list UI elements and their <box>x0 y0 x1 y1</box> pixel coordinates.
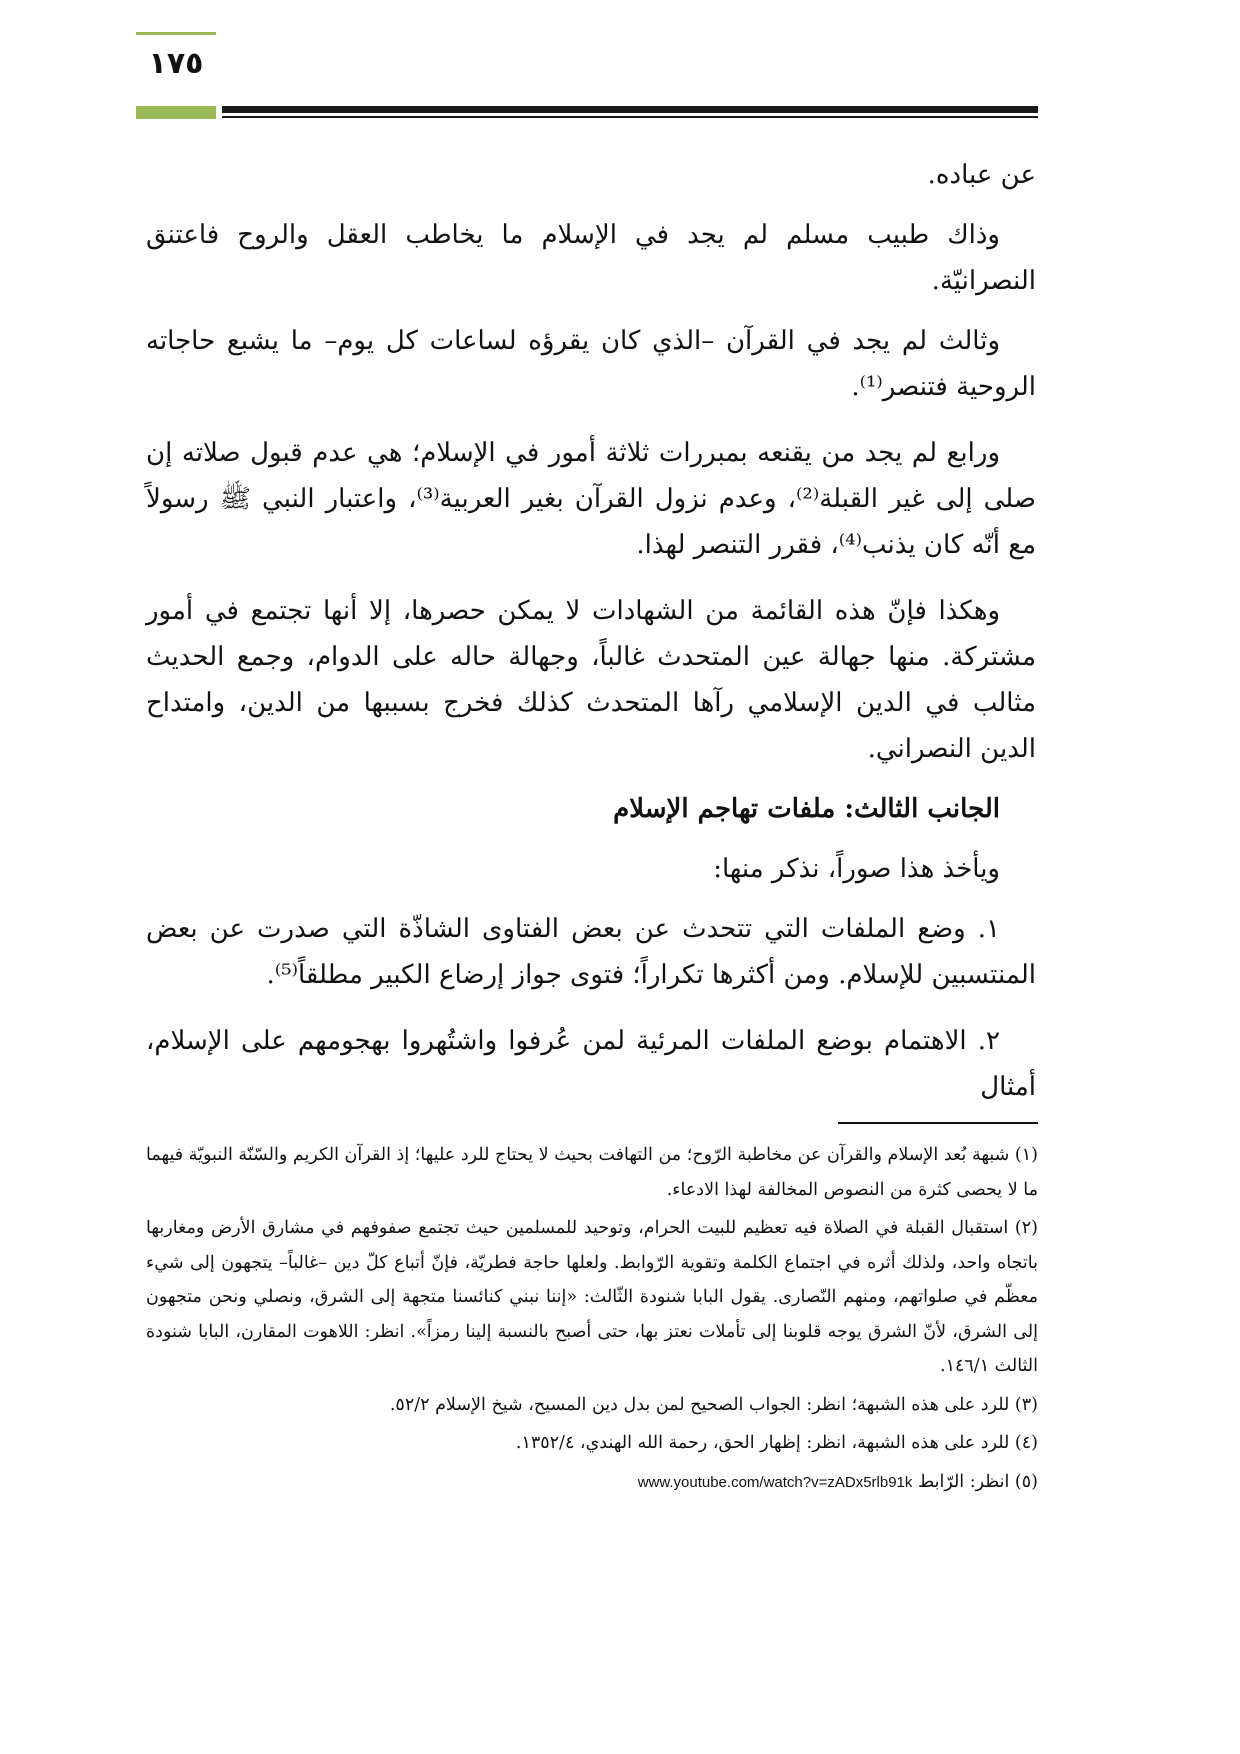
footnotes <box>146 1138 1038 1504</box>
page-number: ١٧٥ <box>148 46 204 81</box>
header-green-block <box>136 106 216 119</box>
paragraph: وثالث لم يجد في القرآن –الذي كان يقرؤه لساعات كل يوم– ما يشبع حاجاته الروحية فتنصر⁽¹⁾. <box>146 326 1036 402</box>
header-thick-rule <box>222 106 1038 113</box>
footnote: (٢) استقبال القبلة في الصلاة فيه تعظيم للبيت الحرام، وتوحيد للمسلمين حيث تجتمع صفوفهم في مشارق الأرض ومغاربها باتجاه واحد، ولذلك أثره في اجتماع الكلمة وتقوية الرّوابط. ولعلها حاجة فطريّة، فإنّ أتباع كلّ دين –غالباً– يتجهون إلى شيء معظّم في صلواتهم، ومنهم النّصارى. يقول البابا شنودة الثّالث: «إننا نبني كنائسنا متجهة إلى الشرق، ونصلي ونحن متجهون إلى الشرق، لأنّ الشرق يوجه قلوبنا إلى تأملات نعتز بها، حتى أصبح بالنسبة إلينا رمزاً». انظر: اللاهوت المقارن، البابا شنودة الثالث ١٤٦/١. <box>146 1218 1038 1376</box>
footnote: (١) شبهة بُعد الإسلام والقرآن عن مخاطبة الرّوح؛ من التهافت بحيث لا يحتاج للرد عليها؛ إذ القرآن الكريم والسّنّة النبويّة فيهما ما لا يحصى كثرة من النصوص المخالفة لهذا الادعاء. <box>146 1145 1038 1200</box>
footnote-separator <box>838 1122 1038 1124</box>
header-thin-rule <box>222 116 1038 118</box>
footnote-link[interactable]: www.youtube.com/watch?v=zADx5rlb91k <box>637 1473 913 1491</box>
header-top-green-rule <box>136 32 216 35</box>
footnote: (٣) للرد على هذه الشبهة؛ انظر: الجواب الصحيح لمن بدل دين المسيح، شيخ الإسلام ٥٢/٢. <box>389 1394 1038 1415</box>
paragraph: وذاك طبيب مسلم لم يجد في الإسلام ما يخاطب العقل والروح فاعتنق النصرانيّة. <box>146 220 1036 296</box>
footnote: (٤) للرد على هذه الشبهة، انظر: إظهار الحق، رحمة الله الهندي، ١٣٥٢/٤. <box>515 1433 1038 1453</box>
paragraph: ويأخذ هذا صوراً، نذكر منها: <box>713 854 1000 884</box>
section-heading-title: ملفات تهاجم الإسلام <box>613 794 836 824</box>
paragraph: عن عباده. <box>927 160 1036 190</box>
section-heading-label: الجانب الثالث: <box>844 794 1000 824</box>
paragraph: وهكذا فإنّ هذه القائمة من الشهادات لا يمكن حصرها، إلا أنها تجتمع في أمور مشتركة. منها جهالة عين المتحدث غالباً، وجهالة حاله على الدوام، وجمع الحديث مثالب في الدين الإسلامي رآها المتحدث كذلك فخرج بسببها من الدين، وامتداح الدين النصراني. <box>146 596 1036 764</box>
footnote <box>146 1465 1038 1501</box>
section-heading <box>146 786 1036 832</box>
list-item: ١. وضع الملفات التي تتحدث عن بعض الفتاوى الشاذّة التي صدرت عن بعض المنتسبين للإسلام. ومن أكثرها تكراراً؛ فتوى جواز إرضاع الكبير مطلقاً⁽⁵⁾. <box>146 914 1036 990</box>
list-item: ٢. الاهتمام بوضع الملفات المرئية لمن عُرفوا واشتُهروا بهجومهم على الإسلام، أمثال <box>146 1026 1036 1102</box>
paragraph: ورابع لم يجد من يقنعه بمبررات ثلاثة أمور في الإسلام؛ هي عدم قبول صلاته إن صلى إلى غير القبلة⁽²⁾، وعدم نزول القرآن بغير العربية⁽³⁾، واعتبار النبي ﷺ رسولاً مع أنّه كان يذنب⁽⁴⁾، فقرر التنصر لهذا. <box>146 438 1036 560</box>
main-text <box>146 152 1036 1130</box>
footnote-prefix: (٥) انظر: الرّابط <box>912 1471 1038 1492</box>
